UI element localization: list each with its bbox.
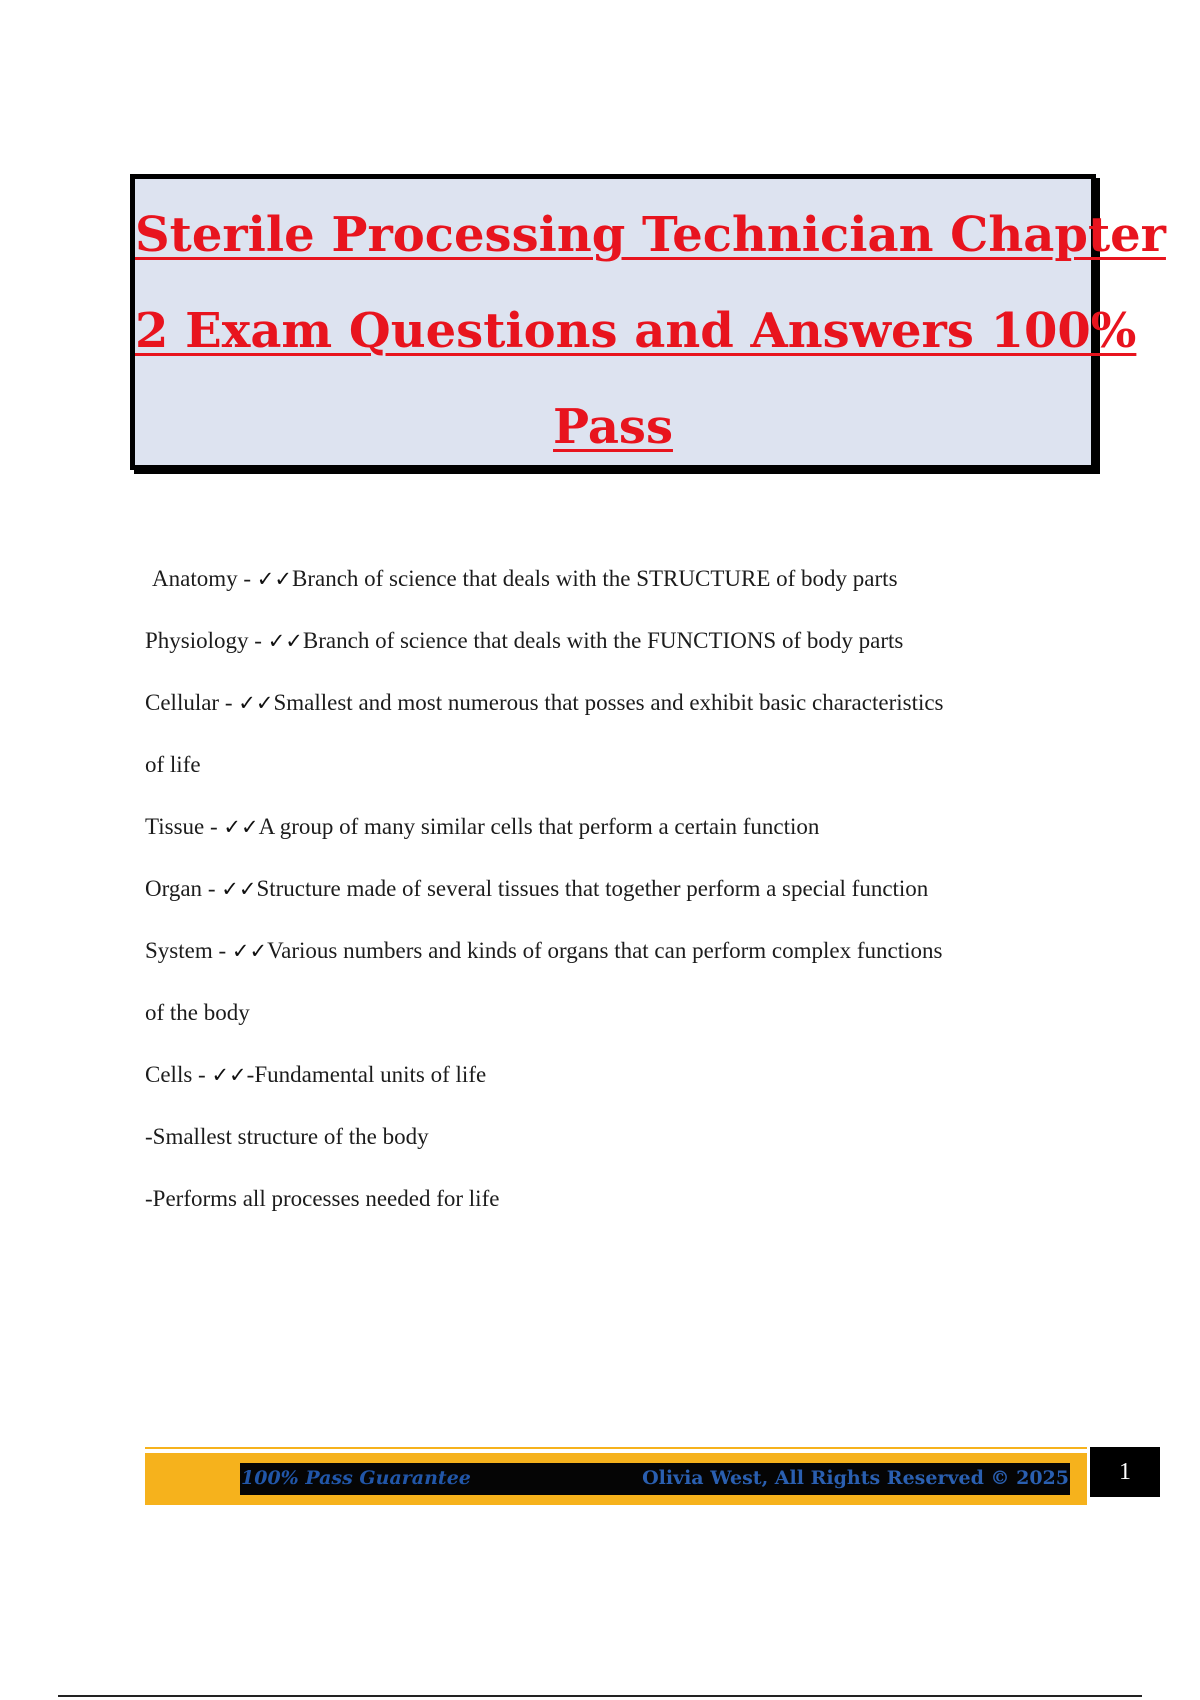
- title-line-3: Pass: [553, 399, 673, 455]
- entry-system-continuation: of the body: [145, 1000, 250, 1025]
- double-check-icon: ✓✓: [267, 629, 303, 653]
- bottom-divider: [58, 1695, 1142, 1697]
- footer-copyright-text: Olivia West, All Rights Reserved © 2025: [642, 1467, 1069, 1489]
- double-check-icon: ✓✓: [256, 567, 292, 591]
- double-check-icon: ✓✓: [231, 939, 268, 963]
- entry-physiology: [145, 610, 1075, 672]
- footer-guarantee-text: 100% Pass Guarantee: [241, 1467, 471, 1489]
- double-check-icon: ✓✓: [238, 691, 274, 715]
- entry-separator: -: [248, 628, 268, 653]
- entry-anatomy: [145, 548, 1075, 610]
- title-line-2: 2 Exam Questions and Answers 100%: [135, 303, 1137, 359]
- footer-bar: [145, 1453, 1087, 1505]
- entry-separator: -: [237, 566, 257, 591]
- cells-detail-line: -Smallest structure of the body: [145, 1124, 429, 1149]
- entry-term: Physiology: [145, 628, 249, 653]
- entry-system: [145, 920, 1075, 982]
- entry-definition: Structure made of several tissues that together perform a special function: [256, 876, 929, 901]
- entry-term: Tissue: [145, 814, 205, 839]
- entry-definition: Smallest and most numerous that posses and exhibit basic characteristics: [273, 690, 944, 715]
- cells-detail-line: -Performs all processes needed for life: [145, 1186, 500, 1211]
- entry-term: Cellular: [145, 690, 220, 715]
- entry-cellular: [145, 672, 1075, 734]
- entry-organ: [145, 858, 1075, 920]
- entry-definition: A group of many similar cells that perform a certain function: [258, 814, 820, 839]
- entry-separator: -: [212, 938, 232, 963]
- entry-term: Cells: [145, 1062, 193, 1087]
- entry-separator: -: [219, 690, 239, 715]
- title-line-1: Sterile Processing Technician Chapter: [135, 207, 1166, 263]
- double-check-icon: ✓✓: [221, 877, 257, 901]
- entry-definition: Branch of science that deals with the FUNCTIONS of body parts: [302, 628, 904, 653]
- entry-cellular-continuation: of life: [145, 752, 201, 777]
- entry-term: Organ: [145, 876, 203, 901]
- qa-entries: [145, 548, 1075, 1230]
- entry-separator: -: [202, 876, 222, 901]
- entry-tissue: [145, 796, 1075, 858]
- entry-separator: -: [192, 1062, 212, 1087]
- entry-cells: [145, 1044, 1075, 1106]
- entry-definition: Various numbers and kinds of organs that can perform complex functions: [267, 938, 943, 963]
- double-check-icon: ✓✓: [223, 815, 259, 839]
- entry-definition: Branch of science that deals with the STRUCTURE of body parts: [291, 566, 898, 591]
- title-box: [130, 174, 1166, 470]
- entry-term: Anatomy: [152, 566, 238, 591]
- double-check-icon: ✓✓: [211, 1063, 247, 1087]
- entry-definition: -Fundamental units of life: [246, 1062, 487, 1087]
- entry-term: System: [145, 938, 213, 963]
- entry-separator: -: [204, 814, 224, 839]
- page-number: 1: [1090, 1447, 1160, 1497]
